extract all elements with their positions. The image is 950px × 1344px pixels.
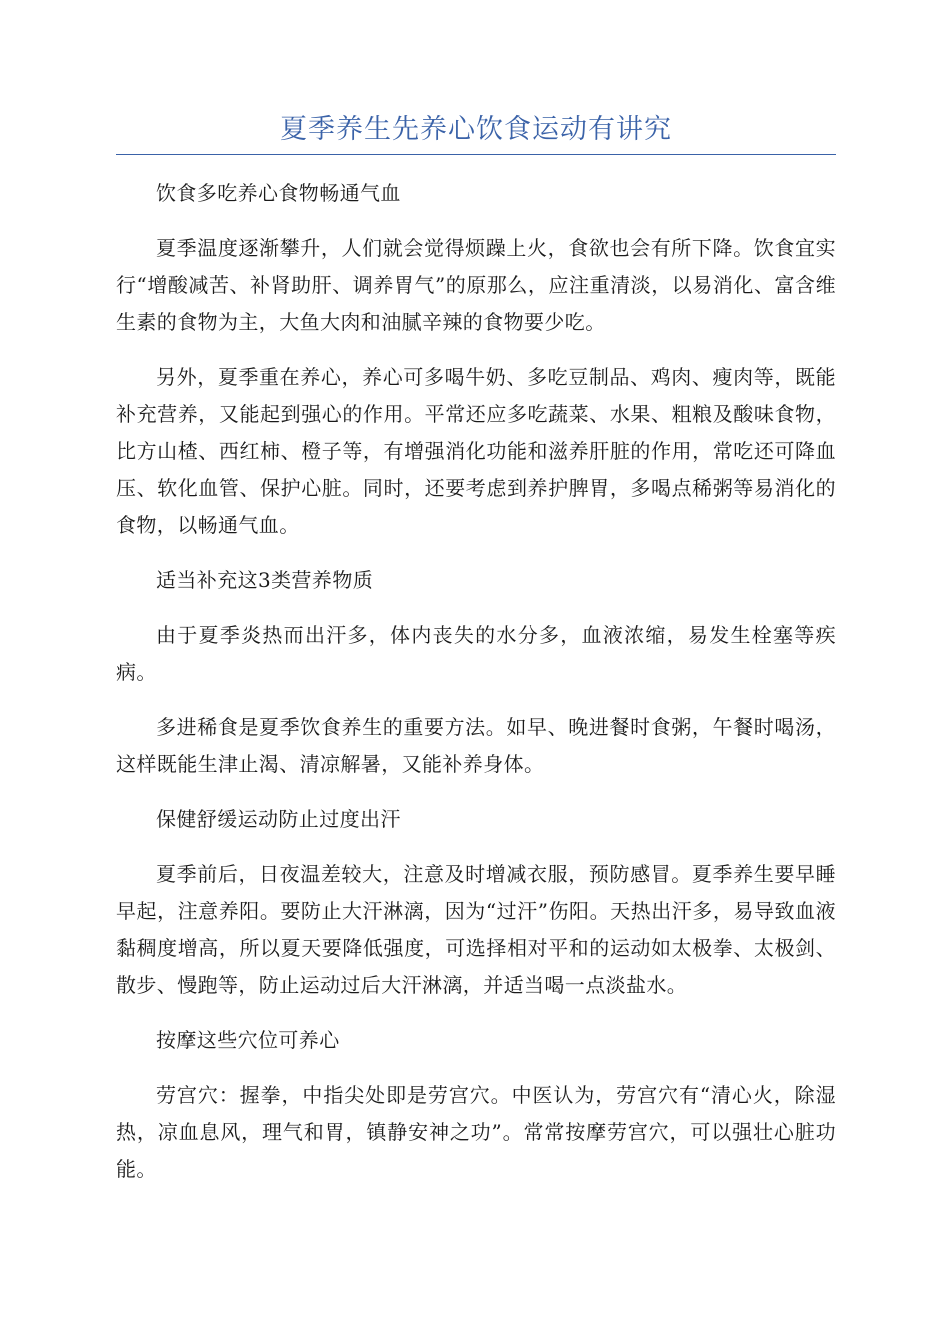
paragraph-nutrients-porridge: 多进稀食是夏季饮食养生的重要方法。如早、晚进餐时食粥，午餐时喝汤，这样既能生津止渴、清凉解暑，又能补养身体。 (116, 715, 836, 776)
title-underline (116, 154, 836, 155)
paragraph-exercise: 夏季前后，日夜温差较大，注意及时增减衣服，预防感冒。夏季养生要早睡早起，注意养阳。要防止大汗淋漓，因为“过汗”伤阳。天热出汗多，易导致血液黏稠度增高，所以夏天要降低强度，可选择相对平和的运动如太极拳、太极剑、散步、慢跑等，防止运动过后大汗淋漓，并适当喝一点淡盐水。 (116, 862, 836, 997)
section-heading-diet: 饮食多吃养心食物畅通气血 (156, 181, 401, 205)
paragraph-laogong-acupoint: 劳宫穴：握拳，中指尖处即是劳宫穴。中医认为，劳宫穴有“清心火，除湿热，凉血息风，理气和胃，镇静安神之功”。常常按摩劳宫穴，可以强壮心脏功能。 (116, 1083, 836, 1181)
document-title: 夏季养生先养心饮食运动有讲究 (280, 114, 672, 145)
document-page (116, 100, 836, 1188)
paragraph-diet-intro: 夏季温度逐渐攀升，人们就会觉得烦躁上火，食欲也会有所下降。饮食宜实行“增酸减苦、补肾助肝、调养胃气”的原那么，应注重清淡，以易消化、富含维生素的食物为主，大鱼大肉和油腻辛辣的食物要少吃。 (116, 236, 836, 334)
section-heading-exercise: 保健舒缓运动防止过度出汗 (156, 807, 401, 831)
paragraph-nutrients-water: 由于夏季炎热而出汗多，体内丧失的水分多，血液浓缩，易发生栓塞等疾病。 (116, 623, 836, 684)
paragraph-diet-heart: 另外，夏季重在养心，养心可多喝牛奶、多吃豆制品、鸡肉、瘦肉等，既能补充营养，又能起到强心的作用。平常还应多吃蔬菜、水果、粗粮及酸味食物，比方山楂、西红柿、橙子等，有增强消化功能和滋养肝脏的作用，常吃还可降血压、软化血管、保护心脏。同时，还要考虑到养护脾胃，多喝点稀粥等易消化的食物，以畅通气血。 (116, 365, 836, 537)
section-heading-nutrients: 适当补充这3类营养物质 (156, 568, 374, 592)
section-heading-acupoints: 按摩这些穴位可养心 (156, 1028, 340, 1052)
